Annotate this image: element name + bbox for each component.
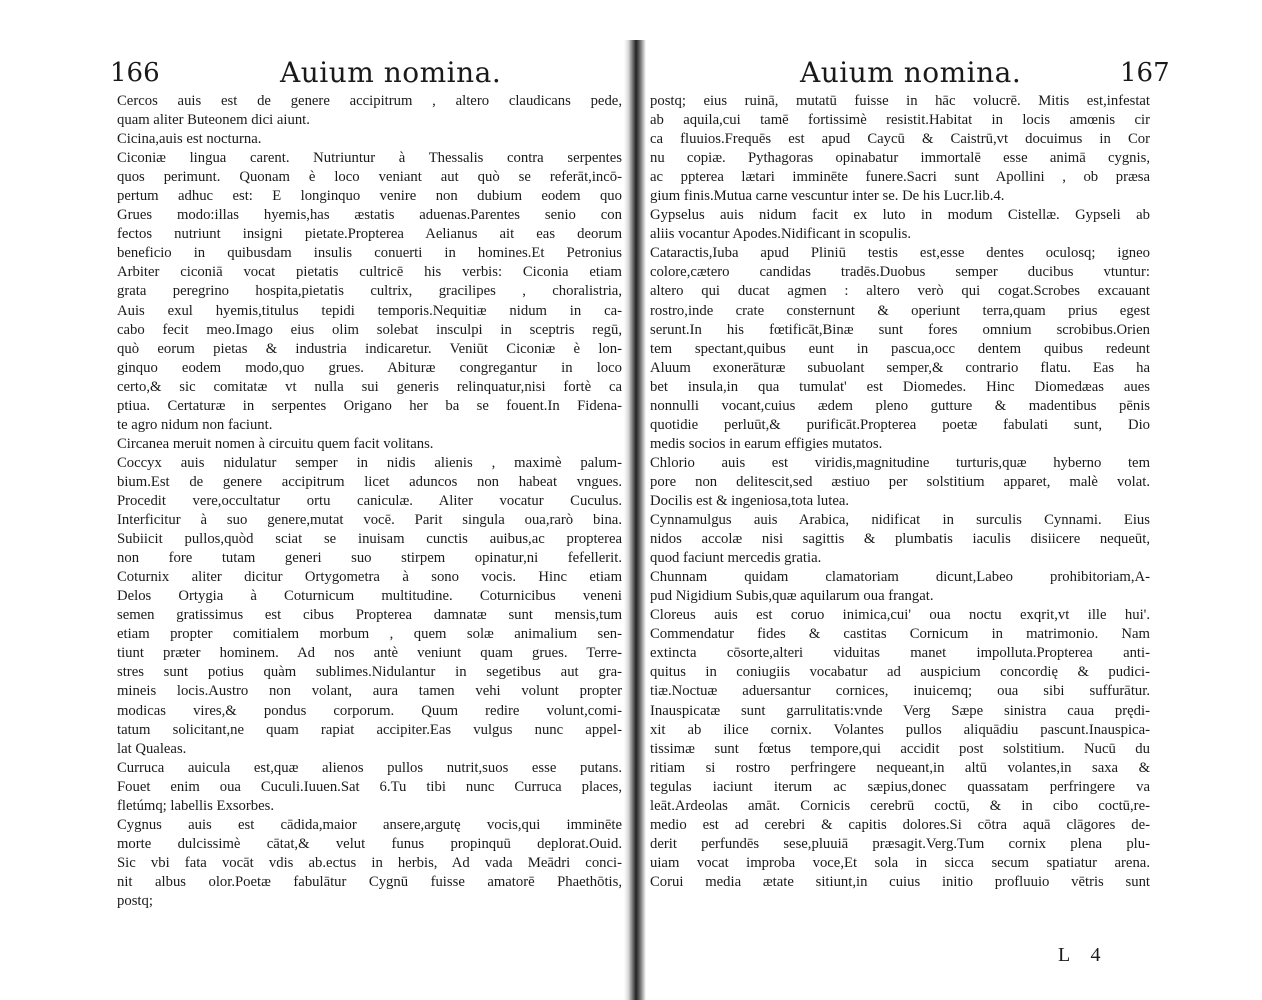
text-line: Curruca auicula est,quæ alienos pullos nutrit,suos esse putans. [117,759,622,776]
text-line: Coccyx auis nidulatur semper in nidis alienis , maximè palum- [117,454,622,471]
text-line: cabo fecit meo.Imago eius olim solebat insculpi in sceptris regū, [117,321,622,338]
text-line: modicas vires,& pondus corporum. Quum redire volunt,comi- [117,702,622,719]
text-line: beneficio in quibusdam insulis conuerti in homines.Et Petronius [117,245,622,262]
text-line: Chlorio auis est viridis,magnitudine turturis,quæ hyberno tem [650,454,1150,471]
text-line: ab aquila,cui tamē fortissimè resistit.Habitat in locis amœnis cir [650,112,1150,129]
text-line: Commendatur fides & castitas Cornicum in matrimonio. Nam [650,626,1150,643]
text-line: quos perimunt. Quonam è loco veniant aut quò se referāt,incō- [117,169,622,186]
text-line: rostro,inde crate consternunt & operiunt terra,quam prius egest [650,302,1150,319]
text-line: bium.Est de genere accipitrum licet aduncos non habeat vngues. [117,473,622,490]
text-line: te agro nidum non faciunt. [117,416,273,433]
text-line: quotidie perluūt,& purificāt.Propterea poetæ fabulati sunt, Dio [650,416,1150,433]
text-line: Delos Ortygia à Coturnicum multitudine. Coturnicibus veneni [117,588,622,605]
text-line: Cygnus auis est cādida,maior ansere,argutę vocis,qui imminēte [117,816,622,833]
text-line: quò eorum pietas & industria indicaretur. Veniūt Ciconiæ è lon- [117,340,622,357]
text-line: tiunt præter hominem. Ad nos antè veniunt quam grues. Terre- [117,645,622,662]
text-line: ac ppterea lætari imminēte funere.Sacri sunt Apollini , ob præsa [650,169,1150,186]
text-line: medis socios in earum effigies mutatos. [650,435,883,452]
text-line: Cicina,auis est nocturna. [117,131,262,148]
running-head: Auium nomina. [800,56,1022,89]
text-line: Chunnam quidam clamatoriam dicunt,Labeo prohibitoriam,A- [650,569,1150,586]
text-line: aliis vocantur Apodes.Nidificant in scopulis. [650,226,912,243]
text-line: ca fluuios.Frequēs est apud Caycū & Caistrū,vt docuimus in Cor [650,131,1150,148]
text-line: grata peregrino hospita,pietatis cultrix, gracilipes , choralistria, [117,283,622,300]
text-line: tegulas iaciunt iterum ac sæpius,donec quassatam perfringere va [650,778,1150,795]
text-line: Docilis est & ingeniosa,tota lutea. [650,492,850,509]
text-line: tiæ.Noctuæ aduersantur cornices, inuicemq; oua sibi suffurātur. [650,683,1150,700]
right-page [640,0,1262,1000]
text-line: Cercos auis est de genere accipitrum , altero claudicans pede, [117,93,622,109]
text-line: pud Nigidium Subis,quæ aquilarum oua frangat. [650,588,934,605]
text-line: extincta cōsorte,alteri viduitas manet impolluta.Propterea anti- [650,645,1150,662]
text-line: fletúmq; labellis Exsorbes. [117,797,275,814]
text-line: fectos nutriunt insigni pietate.Propterea Aelianus ait eas deorum [117,226,622,243]
text-line: etiam propter comitialem morbum , quem solæ animalium sen- [117,626,622,643]
text-line: ritiam si rostro perfringere nequeant,in altū volantes,in saxa & [650,759,1150,776]
text-block [117,92,622,911]
page-number: 166 [110,58,160,88]
text-line: stres sunt potius quàm sublimes.Nidulantur in segetibus aut gra- [117,664,622,681]
text-line: derit perfundēs sese,pluuiā præsagit.Verg.Tum cornix plena plu- [650,835,1150,852]
text-line: bet insula,in qua tumulat' est Diomedes. Hinc Diomedæas aues [650,378,1150,395]
text-line: quam aliter Buteonem dici aiunt. [117,112,310,129]
text-line: tem spectant,quibus eunt in pascua,occ dentem quibus redeunt [650,340,1150,357]
text-line: quod faciunt mercedis gratia. [650,550,822,567]
text-line: leāt.Ardeolas amāt. Cornicis cerebrū coctū, & in cibo coctū,re- [650,797,1150,814]
text-line: Grues modo:illas hyemis,has æstatis aduenas.Parentes senio con [117,207,622,224]
running-head: Auium nomina. [280,56,502,89]
text-line: non fore tutam generi suo stirpem opinatur,ni fefellerit. [117,550,622,567]
text-line: Coturnix aliter dicitur Ortygometra à sono vocis. Hinc etiam [117,569,622,586]
text-line: altero qui ducat agmen : altero verò qui cogat.Scrobes excauant [650,283,1150,300]
text-line: Aluum exonerāturæ subuolant semper,& contrario flatu. Eas ha [650,359,1150,376]
text-line: xit ab ilice cornix. Volantes pullos aliquādiu pascunt.Inauspica- [650,721,1150,738]
text-line: tatum solicitant,ne quam rapiat accipiter.Eas vulgus nunc appel- [117,721,622,738]
text-line: colore,cætero candidas tradēs.Duobus semper ducibus vtuntur: [650,264,1150,281]
text-line: Procedit vere,occultatur ortu caniculæ. Aliter vocatur Cuculus. [117,492,622,509]
text-line: Cataractis,Iuba apud Pliniū testis est,esse dentes oculosq; igneo [650,245,1150,262]
text-line: tissimæ sunt fœtus tempore,qui accidit post solstitium. Nucū du [650,740,1150,757]
text-line: Ciconiæ lingua carent. Nutriuntur à Thessalis contra serpentes [117,150,622,167]
text-line: postq; [117,892,153,909]
text-line: pertum adhuc est: E longinquo venire non dubium eodem quo [117,188,622,205]
text-line: semen gratissimus est cibus Propterea damnatæ sunt mensis,tum [117,607,622,624]
text-line: Interficitur à suo genere,mutat vocē. Parit singula oua,rarò bina. [117,512,622,529]
text-line: Cynnamulgus auis Arabica, nidificat in surculis Cynnami. Eius [650,512,1150,529]
text-line: Auis exul hyemis,titulus tepidi temporis.Nequitiæ nidum in ca- [117,302,622,319]
text-line: Sic vbi fata vocāt vdis ab.ectus in herbis, Ad vada Meādri conci- [117,854,622,871]
text-line: nidos accolæ nisi sagittis & plumbatis iaculis disiicere nequeūt, [650,531,1150,548]
text-line: ginquo eodem modo,quo grues. Abituræ congregantur in loco [117,359,622,376]
text-line: pore non delitescit,sed æstiuo per solstitium apparet, malè volat. [650,473,1150,490]
text-line: serunt.In his fœtificāt,Binæ sunt fores omnium scrobibus.Orien [650,321,1150,338]
text-line: nit albus olor.Poetæ fabulātur Cygnū fuisse amatorē Phaethōtis, [117,873,622,890]
text-line: ptiua. Certaturæ in serpentes Origano her ba se fouent.In Fidena- [117,397,622,414]
text-line: Fouet enim oua Cuculi.Iuuen.Sat 6.Tu tibi nunc Curruca places, [117,778,622,795]
text-line: Subiicit pullos,quòd sciat se inuisam cunctis auibus,ac propterea [117,531,622,548]
signature-mark: L 4 [1058,944,1109,966]
text-line: Gypselus auis nidum facit ex luto in modum Cistellæ. Gypseli ab [650,207,1150,224]
text-line: morte dulcissimè cātat,& velut funus propinquū deplorat.Ouid. [117,835,622,852]
text-line: quitus in coniugiis vocabatur ad auspicium concordię & pudici- [650,664,1150,681]
text-line: mineis locis.Austro non volant, aura tamen vehi volunt propter [117,683,622,700]
text-line: lat Qualeas. [117,740,187,757]
text-line: gium finis.Mutua carne vescuntur inter se. De his Lucr.lib.4. [650,188,1005,205]
text-line: Arbiter ciconiā vocat pietatis cultricē his verbis: Ciconia etiam [117,264,622,281]
text-line: Cloreus auis est coruo inimica,cui' oua noctu exqrit,vt ille hui'. [650,607,1150,624]
text-line: nu copiæ. Pythagoras opinabatur immortalē esse animā cygnis, [650,150,1150,167]
text-line: Inauspicatæ sunt garrulitatis:vnde Verg Sæpe sinistra caua prędi- [650,702,1150,719]
text-line: postq; eius ruinā, mutatū fuisse in hāc volucrē. Mitis est,infestat [650,93,1150,109]
text-line: Circanea meruit nomen à circuitu quem facit volitans. [117,435,434,452]
text-line: Corui media ætate sitiunt,in cuius initio profluuio vētris sunt [650,873,1150,890]
text-line: medio est ad cerebri & capitis dolores.Si cōtra aquā clāgores de- [650,816,1150,833]
text-line: uiam vocat improba voce,Et sola in sicca secum spatiatur arena. [650,854,1150,871]
text-block [650,92,1150,892]
text-line: nonnulli vocant,cuius ædem pleno gutture & madentibus pēnis [650,397,1150,414]
left-page [0,0,628,1000]
page-number: 167 [1120,58,1170,88]
text-line: certo,& sic comitatæ vt nulla sui generis relinquatur,nisi fortè ca [117,378,622,395]
